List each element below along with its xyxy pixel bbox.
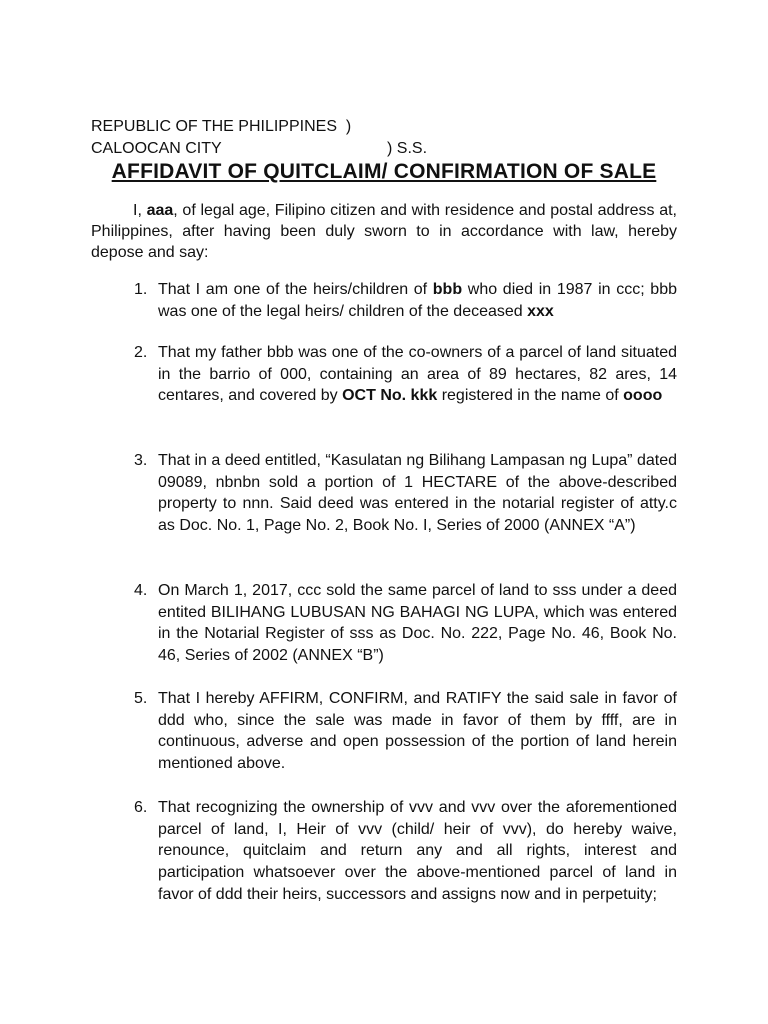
item-number: 1. (134, 281, 148, 298)
header-ss: ) S.S. (387, 140, 428, 157)
item-text (158, 342, 677, 407)
item-text-part: who died in 1987 in ccc; bbb was one of the legal heirs/ children of the deceased (158, 281, 677, 320)
item-bold-oct: OCT No. kkk (342, 387, 438, 405)
intro-paragraph (91, 200, 677, 263)
item-number: 5. (134, 690, 148, 707)
intro-text-2: , of legal age, Filipino citizen and with residence and postal address at, Philippines, after having been duly sworn to in accordance with law, hereby depose and say: (91, 202, 677, 261)
item-bold-name: bbb (432, 281, 463, 298)
item-text-part: registered in the name of (437, 387, 624, 405)
item-text: That I hereby AFFIRM, CONFIRM, and RATIFY the said sale in favor of ddd who, since the sale was made in favor of them by ffff, are in continuous, adverse and open possession of the portion of land herein mentioned above. (158, 690, 677, 773)
item-text: That recognizing the ownership of vvv and vvv over the aforementioned parcel of land, I, Heir of vvv (child/ heir of vvv), do hereby waive, renounce, quitclaim and return any and all rights, interest and participation whatsoever over the above-mentioned parcel of land in favor of ddd their heirs, successors and assigns now and in perpetuity; (158, 799, 677, 903)
item-bold-name: oooo (623, 387, 663, 405)
item-text (158, 279, 677, 322)
item-number: 6. (134, 799, 148, 816)
item-text: On March 1, 2017, ccc sold the same parcel of land to sss under a deed entited BILIHANG LUBUSAN NG BAHAGI NG LUPA, which was entered in the Notarial Register of sss as Doc. No. 222, Page No. 46, Book No. 46, Series of 2002 (ANNEX “B”) (158, 582, 677, 665)
item-number: 3. (134, 452, 148, 469)
header-republic: REPUBLIC OF THE PHILIPPINES ) (91, 118, 352, 135)
document-title: AFFIDAVIT OF QUITCLAIM/ CONFIRMATION OF SALE (111, 160, 657, 183)
item-text: That in a deed entitled, “Kasulatan ng Bilihang Lampasan ng Lupa” dated 09089, nbnbn sold a portion of 1 HECTARE of the above-described property to nnn. Said deed was entered in the notarial register of atty.c as Doc. No. 1, Page No. 2, Book No. I, Series of 2000 (ANNEX “A”) (158, 452, 677, 535)
header-city: CALOOCAN CITY (91, 140, 222, 157)
item-text-part: That my father bbb was one of the co-owners of a parcel of land situated in the barrio of 000, containing an area of 89 hectares, 82 ares, 14 centares, and covered by (158, 344, 677, 405)
item-number: 2. (134, 344, 148, 361)
item-number: 4. (134, 582, 148, 599)
item-text-part: That I am one of the heirs/children of (158, 281, 433, 298)
affiant-name: aaa (146, 202, 174, 219)
intro-text-1: I, (133, 202, 147, 219)
item-bold-name: xxx (527, 302, 554, 320)
